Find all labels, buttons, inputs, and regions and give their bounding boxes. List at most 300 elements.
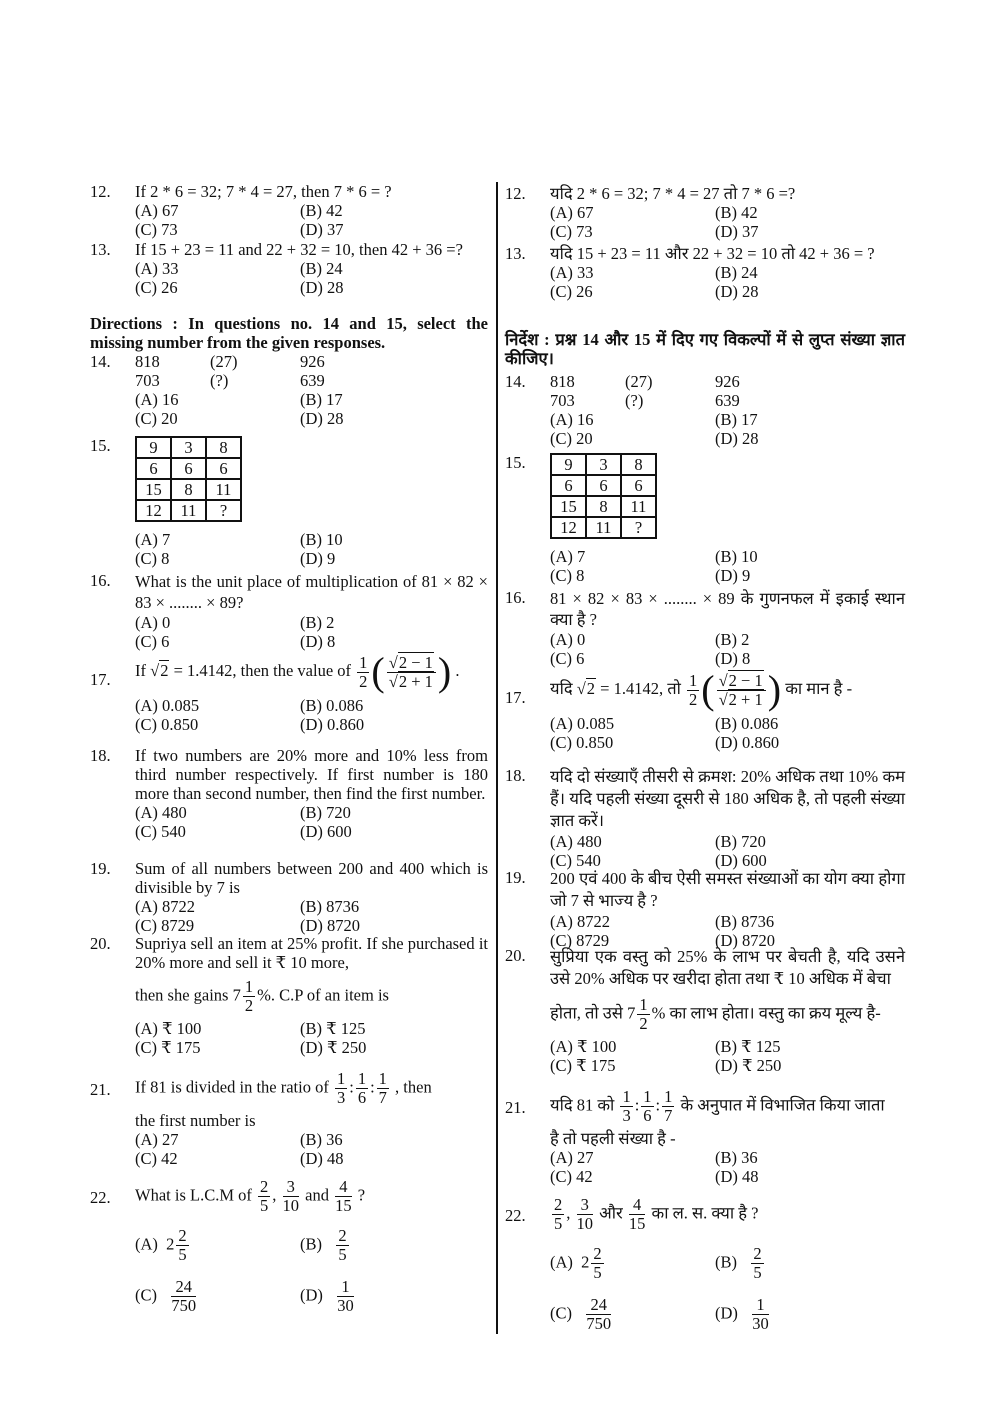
option-a: (A) 67: [550, 203, 594, 222]
option-a: (A) 33: [135, 259, 179, 278]
fraction: [335, 1070, 347, 1107]
options: [135, 390, 488, 428]
number-row: [135, 352, 488, 371]
question-number: 19.: [90, 859, 111, 878]
fraction: [356, 1070, 368, 1107]
ratio-separator: :: [349, 1077, 354, 1097]
options: [135, 803, 488, 841]
option-a: (A) 480: [550, 832, 602, 851]
question-number: 20.: [505, 946, 526, 965]
cell: 926: [300, 352, 325, 371]
denominator: 2: [359, 671, 368, 691]
option-d: [715, 1296, 905, 1333]
question-text: If 2 * 6 = 32; 7 * 4 = 27, then 7 * 6 = ?: [135, 182, 392, 201]
number-row: [550, 391, 905, 410]
option-d: [300, 1278, 488, 1315]
denominator: √2 + 1: [388, 671, 433, 691]
option-b: (B) 24: [300, 259, 343, 278]
fraction: [357, 654, 369, 691]
question-text: Supriya sell an item at 25% profit. If she purchased it 20% more and sell it ₹ 10 more,: [135, 934, 488, 972]
option-a: (A) 0: [550, 630, 586, 649]
question-text: If 15 + 23 = 11 and 22 + 32 = 10, then 42 + 36 =?: [135, 240, 463, 259]
question-number: 13.: [90, 240, 111, 259]
text: What is L.C.M of: [135, 1185, 252, 1205]
question-19: [505, 868, 905, 950]
option-a: (A) 0.085: [135, 696, 200, 715]
text: होता, तो उसे 7: [550, 1003, 636, 1023]
question-number: 18.: [90, 746, 111, 765]
option-a: (A) 27: [550, 1148, 594, 1167]
question-number: 14.: [90, 352, 111, 371]
options: [135, 201, 488, 239]
denominator: 15: [628, 1214, 646, 1233]
option-c: (C) 8: [135, 549, 170, 568]
question-number: 16.: [505, 588, 526, 607]
option-d: (D) 37: [715, 222, 759, 241]
numerator: 1: [336, 1069, 346, 1088]
question-number: 20.: [90, 934, 111, 953]
options: [135, 1019, 488, 1057]
denominator: 3: [336, 1088, 346, 1107]
question-text: [135, 1070, 488, 1107]
cell: 703: [550, 391, 575, 410]
question-text-cont: है तो पहली संख्या है -: [550, 1129, 676, 1148]
option-b: (B) 8736: [715, 912, 775, 931]
numerator: √2 − 1: [387, 654, 436, 673]
option-d: (D) 28: [300, 278, 344, 297]
option-c: (C) 6: [550, 649, 585, 668]
cell: 818: [135, 352, 160, 371]
question-number: 22.: [90, 1188, 111, 1207]
option-label: (C): [550, 1303, 572, 1323]
cell: 6: [621, 475, 656, 496]
text: If 81 is divided in the ratio of: [135, 1077, 329, 1097]
denominator: 6: [357, 1088, 367, 1107]
option-c: (C) ₹ 175: [550, 1056, 616, 1075]
question-17: [505, 667, 905, 752]
number-grid: [550, 453, 657, 539]
numerator: 4: [335, 1178, 352, 1197]
denominator: 5: [554, 1214, 563, 1233]
option-b: (B) 36: [715, 1148, 758, 1167]
option-d: (D) ₹ 250: [715, 1056, 782, 1075]
directions: निर्देश : प्रश्न 14 और 15 में दिए गए विकल्पों में से लुप्त संख्या ज्ञात कीजिए।: [505, 330, 905, 368]
question-text: 200 एवं 400 के बीच ऐसी समस्त संख्याओं का योग क्या होगा जो 7 से भाज्य है ?: [550, 869, 905, 910]
option-label: (B): [300, 1234, 322, 1254]
question-text: If two numbers are 20% more and 10% less from third number respectively. If first number is 180 more than second number, then find the first number.: [135, 746, 488, 803]
option-d: (D) 9: [300, 549, 336, 568]
option-b: (B) 2: [715, 630, 750, 649]
question-text-cont: the first number is: [135, 1111, 256, 1130]
numerator: 1: [639, 995, 648, 1014]
option-b: (B) 10: [715, 547, 758, 566]
question-text: 81 × 82 × 83 × ........ × 89 के गुणनफल में इकाई स्थान क्या है ?: [550, 589, 905, 629]
question-text: यदि √2 = 1.4142, तो $\frac{1}{2}$ ( $\frac{√2 - 1}{√2 + 1}$ ) का मान है -: [550, 667, 853, 712]
question-14: [505, 372, 905, 448]
square-root: √2: [150, 660, 169, 680]
option-a: (A) 0: [135, 613, 171, 632]
option-label: (B): [715, 1252, 737, 1272]
cell: 11: [621, 496, 656, 517]
option-c: (C) ₹ 175: [135, 1038, 201, 1057]
option-d: (D) 37: [300, 220, 344, 239]
numerator: 1: [664, 1087, 673, 1106]
option-b: [300, 1227, 488, 1264]
denominator: 5: [753, 1263, 762, 1282]
options: [550, 912, 905, 950]
question-number: 17.: [505, 688, 526, 707]
text: , then: [395, 1077, 432, 1097]
cell: 6: [136, 458, 171, 479]
option-a: [135, 1227, 300, 1264]
question-20: [505, 946, 905, 1075]
cell: (27): [625, 372, 653, 391]
options: [135, 530, 488, 568]
fraction: [637, 996, 649, 1033]
option-a: (A) 16: [135, 390, 179, 409]
option-b: (B) 42: [300, 201, 343, 220]
cell: 818: [550, 372, 575, 391]
option-b: (B) 720: [300, 803, 351, 822]
option-a: (A) 16: [550, 410, 594, 429]
option-d: (D) 48: [300, 1149, 344, 1168]
option-d: (D) 8: [715, 649, 751, 668]
question-number: 19.: [505, 868, 526, 887]
fraction: [751, 1245, 763, 1282]
cell: 8: [621, 454, 656, 475]
numerator: 24: [171, 1278, 196, 1297]
options: [550, 410, 905, 448]
cell: (27): [210, 352, 238, 371]
option-c: (C) 26: [550, 282, 593, 301]
cell: 3: [586, 454, 621, 475]
cell: 15: [136, 479, 171, 500]
question-13: [90, 240, 488, 297]
radicand: 2: [586, 678, 596, 698]
option-b: (B) 0.086: [300, 696, 364, 715]
options: [550, 203, 905, 241]
number-grid: [135, 436, 242, 522]
comma: ,: [566, 1203, 571, 1223]
question-22: [505, 1196, 905, 1333]
option-label: (D): [715, 1303, 738, 1323]
numerator: 1: [357, 1069, 367, 1088]
cell: 11: [586, 517, 621, 538]
denominator: 10: [282, 1196, 299, 1215]
options: [550, 263, 905, 301]
cell: 12: [551, 517, 586, 538]
numerator: 2: [338, 1226, 347, 1245]
cell: 8: [586, 496, 621, 517]
text: = 1.4142, तो: [600, 678, 681, 698]
option-b: (B) 17: [300, 390, 343, 409]
denominator: 30: [337, 1296, 354, 1315]
numerator: 2: [178, 1226, 187, 1245]
option-c: [135, 1278, 300, 1315]
option-c: (C) 8: [550, 566, 585, 585]
denominator: 7: [664, 1106, 673, 1125]
question-22: [90, 1178, 488, 1315]
text: %. C.P of an item is: [257, 985, 389, 1005]
option-c: (C) 73: [135, 220, 178, 239]
denominator: √2 + 1: [718, 689, 763, 709]
denominator: 15: [335, 1196, 352, 1215]
option-a: (A) ₹ 100: [135, 1019, 202, 1038]
value: 2 − 1: [398, 652, 433, 672]
option-d: (D) 28: [715, 429, 759, 448]
option-label: (A): [135, 1234, 158, 1254]
denominator: 30: [752, 1314, 769, 1333]
options: [135, 696, 488, 734]
denominator: 3: [622, 1106, 631, 1125]
text: का ल. स. क्या है ?: [651, 1203, 759, 1223]
option-b: (B) 17: [715, 410, 758, 429]
value: 2 + 1: [398, 671, 433, 691]
option-c: (C) 42: [550, 1167, 593, 1186]
fraction: [283, 1178, 300, 1215]
number-row: [550, 372, 905, 391]
text: then she gains 7: [135, 985, 241, 1005]
fraction: [641, 1088, 653, 1125]
fraction: [258, 1178, 270, 1215]
ratio-separator: :: [634, 1095, 640, 1115]
denominator: 6: [643, 1106, 652, 1125]
option-d: (D) 9: [715, 566, 751, 585]
text: = 1.4142, then the value of: [173, 660, 352, 680]
question-text: If √2 = 1.4142, then the value of $\frac{1}{2}$ ( $\frac{√2 - 1}{√2 + 1}$ ) .: [135, 649, 460, 694]
cell: (?): [210, 371, 229, 390]
option-a: (A) 27: [135, 1130, 179, 1149]
option-d: (D) 600: [300, 822, 352, 841]
option-label: (A): [550, 1252, 573, 1272]
radicand: 2: [160, 660, 169, 680]
question-21: [505, 1088, 905, 1186]
fraction: [335, 1178, 352, 1215]
question-19: [90, 859, 488, 935]
option-d: (D) 0.860: [300, 715, 365, 734]
square-root: √2: [576, 678, 596, 698]
numerator: 2: [593, 1244, 602, 1263]
options: [550, 547, 905, 585]
cell: 6: [586, 475, 621, 496]
question-number: 12.: [90, 182, 111, 201]
numerator: 1: [359, 652, 368, 672]
question-12: [90, 182, 488, 239]
cell: 6: [206, 458, 241, 479]
option-d: (D) 28: [300, 409, 344, 428]
option-label: (C): [135, 1285, 157, 1305]
option-a: (A) 480: [135, 803, 187, 822]
denominator: 2: [244, 996, 254, 1015]
text: और: [599, 1203, 623, 1223]
question-20: [90, 934, 488, 1057]
fraction: [337, 1278, 354, 1315]
cell: 3: [171, 437, 206, 458]
question-number: 22.: [505, 1206, 526, 1225]
option-a: (A) 8722: [550, 912, 611, 931]
text: का मान है -: [785, 678, 853, 698]
options: [135, 1227, 488, 1315]
denominator: 7: [378, 1088, 387, 1107]
text: यदि 81 को: [550, 1095, 615, 1115]
option-c: (C) 20: [550, 429, 593, 448]
numerator: 1: [752, 1296, 769, 1315]
question-text: Sum of all numbers between 200 and 400 which is divisible by 7 is: [135, 859, 488, 897]
question-number: 12.: [505, 184, 526, 203]
denominator: 5: [338, 1245, 347, 1264]
question-text: यदि दो संख्याएँ तीसरी से क्रमश: 20% अधिक तथा 10% कम हैं। यदि पहली संख्या दूसरी से 180 अधिक है, तो पहली संख्या ज्ञात करें।: [550, 767, 905, 830]
fraction: [752, 1296, 769, 1333]
denominator: 10: [576, 1214, 593, 1233]
options: [550, 630, 905, 668]
options: [550, 1037, 905, 1075]
fraction: [586, 1296, 611, 1333]
question-14: [90, 352, 488, 428]
cell: 6: [551, 475, 586, 496]
question-text-cont: [135, 978, 488, 1015]
cell: 8: [206, 437, 241, 458]
numerator: 2: [260, 1177, 269, 1196]
fraction: [620, 1088, 632, 1125]
question-17: [90, 649, 488, 734]
question-number: 15.: [505, 453, 526, 472]
option-b: (B) 0.086: [715, 714, 779, 733]
option-c: (C) 0.850: [135, 715, 199, 734]
text: के अनुपात में विभाजित किया जाता: [680, 1095, 885, 1115]
option-b: (B) 8736: [300, 897, 360, 916]
fraction: [243, 978, 255, 1015]
whole: 2: [166, 1234, 175, 1254]
option-a: (A) 0.085: [550, 714, 615, 733]
option-b: (B) 42: [715, 203, 758, 222]
question-number: 14.: [505, 372, 526, 391]
fraction: [662, 1088, 674, 1125]
fraction: [591, 1245, 603, 1282]
text: If: [135, 660, 146, 680]
option-d: (D) 600: [715, 851, 767, 870]
option-a: (A) 8722: [135, 897, 196, 916]
option-b: (B) 10: [300, 530, 343, 549]
options: [550, 714, 905, 752]
numerator: 1: [643, 1087, 652, 1106]
question-text: [135, 1178, 488, 1215]
options: [135, 1130, 488, 1168]
question-text: यदि 15 + 23 = 11 और 22 + 32 = 10 तो 42 + 36 = ?: [550, 244, 875, 263]
option-a: (A) 67: [135, 201, 179, 220]
question-15: [505, 453, 905, 585]
question-text: What is the unit place of multiplication of 81 × 82 × 83 × ........ × 89?: [135, 572, 488, 612]
options: [135, 613, 488, 651]
option-b: (B) 720: [715, 832, 766, 851]
numerator: 24: [586, 1296, 611, 1315]
fraction: [577, 1196, 594, 1233]
numerator: 1: [244, 977, 254, 996]
denominator: 5: [260, 1196, 269, 1215]
denominator: 5: [593, 1263, 602, 1282]
fraction: [171, 1278, 196, 1315]
option-c: (C) 540: [135, 822, 186, 841]
numerator: √2 − 1: [717, 672, 766, 691]
numerator: 1: [689, 670, 698, 690]
question-number: 21.: [505, 1098, 526, 1117]
option-c: (C) 73: [550, 222, 593, 241]
question-text: [550, 1088, 905, 1125]
question-18: [505, 766, 905, 870]
numerator: 4: [629, 1196, 646, 1215]
option-c: (C) 540: [550, 851, 601, 870]
cell: ?: [206, 500, 241, 521]
option-c: (C) 42: [135, 1149, 178, 1168]
question-text-cont: [550, 996, 905, 1033]
question-16: [505, 588, 905, 668]
question-text: सुप्रिया एक वस्तु को 25% के लाभ पर बेचती है, यदि उसने उसे 20% अधिक पर खरीदा होता तथा ₹ 10 अधिक में बेचा: [550, 947, 905, 988]
option-c: (C) 6: [135, 632, 170, 651]
cell: 9: [551, 454, 586, 475]
fraction: [687, 672, 699, 709]
numerator: 1: [622, 1087, 631, 1106]
options: [550, 1148, 905, 1186]
question-number: 18.: [505, 766, 526, 785]
cell: 703: [135, 371, 160, 390]
option-d: (D) ₹ 250: [300, 1038, 367, 1057]
fraction: [377, 1070, 389, 1107]
option-a: (A) 7: [135, 530, 171, 549]
fraction: [552, 1196, 564, 1233]
option-d: (D) 8720: [715, 931, 776, 950]
numerator: 2: [753, 1244, 762, 1263]
fraction: [336, 1227, 348, 1264]
option-b: (B) 2: [300, 613, 335, 632]
option-a: (A) 33: [550, 263, 594, 282]
cell: 15: [551, 496, 586, 517]
option-b: (B) ₹ 125: [715, 1037, 781, 1056]
question-16: [90, 571, 488, 651]
options: [135, 259, 488, 297]
option-d: (D) 28: [715, 282, 759, 301]
text: यदि: [550, 678, 573, 698]
option-b: [715, 1245, 905, 1282]
fraction: [717, 672, 766, 709]
value: 2 − 1: [728, 670, 763, 690]
cell: ?: [621, 517, 656, 538]
number-row: [135, 371, 488, 390]
question-12: [505, 184, 905, 241]
option-c: (C) 8729: [550, 931, 610, 950]
option-c: (C) 20: [135, 409, 178, 428]
denominator: 750: [171, 1296, 197, 1315]
denominator: 2: [639, 1014, 648, 1033]
option-c: (C) 26: [135, 278, 178, 297]
option-b: (B) ₹ 125: [300, 1019, 366, 1038]
cell: 639: [715, 391, 740, 410]
text: ?: [357, 1185, 366, 1205]
cell: 926: [715, 372, 740, 391]
column-divider: [496, 182, 498, 1334]
fraction: [629, 1196, 646, 1233]
cell: 6: [171, 458, 206, 479]
cell: (?): [625, 391, 644, 410]
option-d: (D) 0.860: [715, 733, 780, 752]
question-number: 17.: [90, 670, 111, 689]
option-b: (B) 24: [715, 263, 758, 282]
cell: 11: [171, 500, 206, 521]
denominator: 2: [689, 689, 698, 709]
option-a: [550, 1245, 715, 1282]
denominator: 750: [586, 1314, 612, 1333]
option-d: (D) 8: [300, 632, 336, 651]
question-text: [550, 1196, 905, 1233]
question-number: 16.: [90, 571, 111, 590]
